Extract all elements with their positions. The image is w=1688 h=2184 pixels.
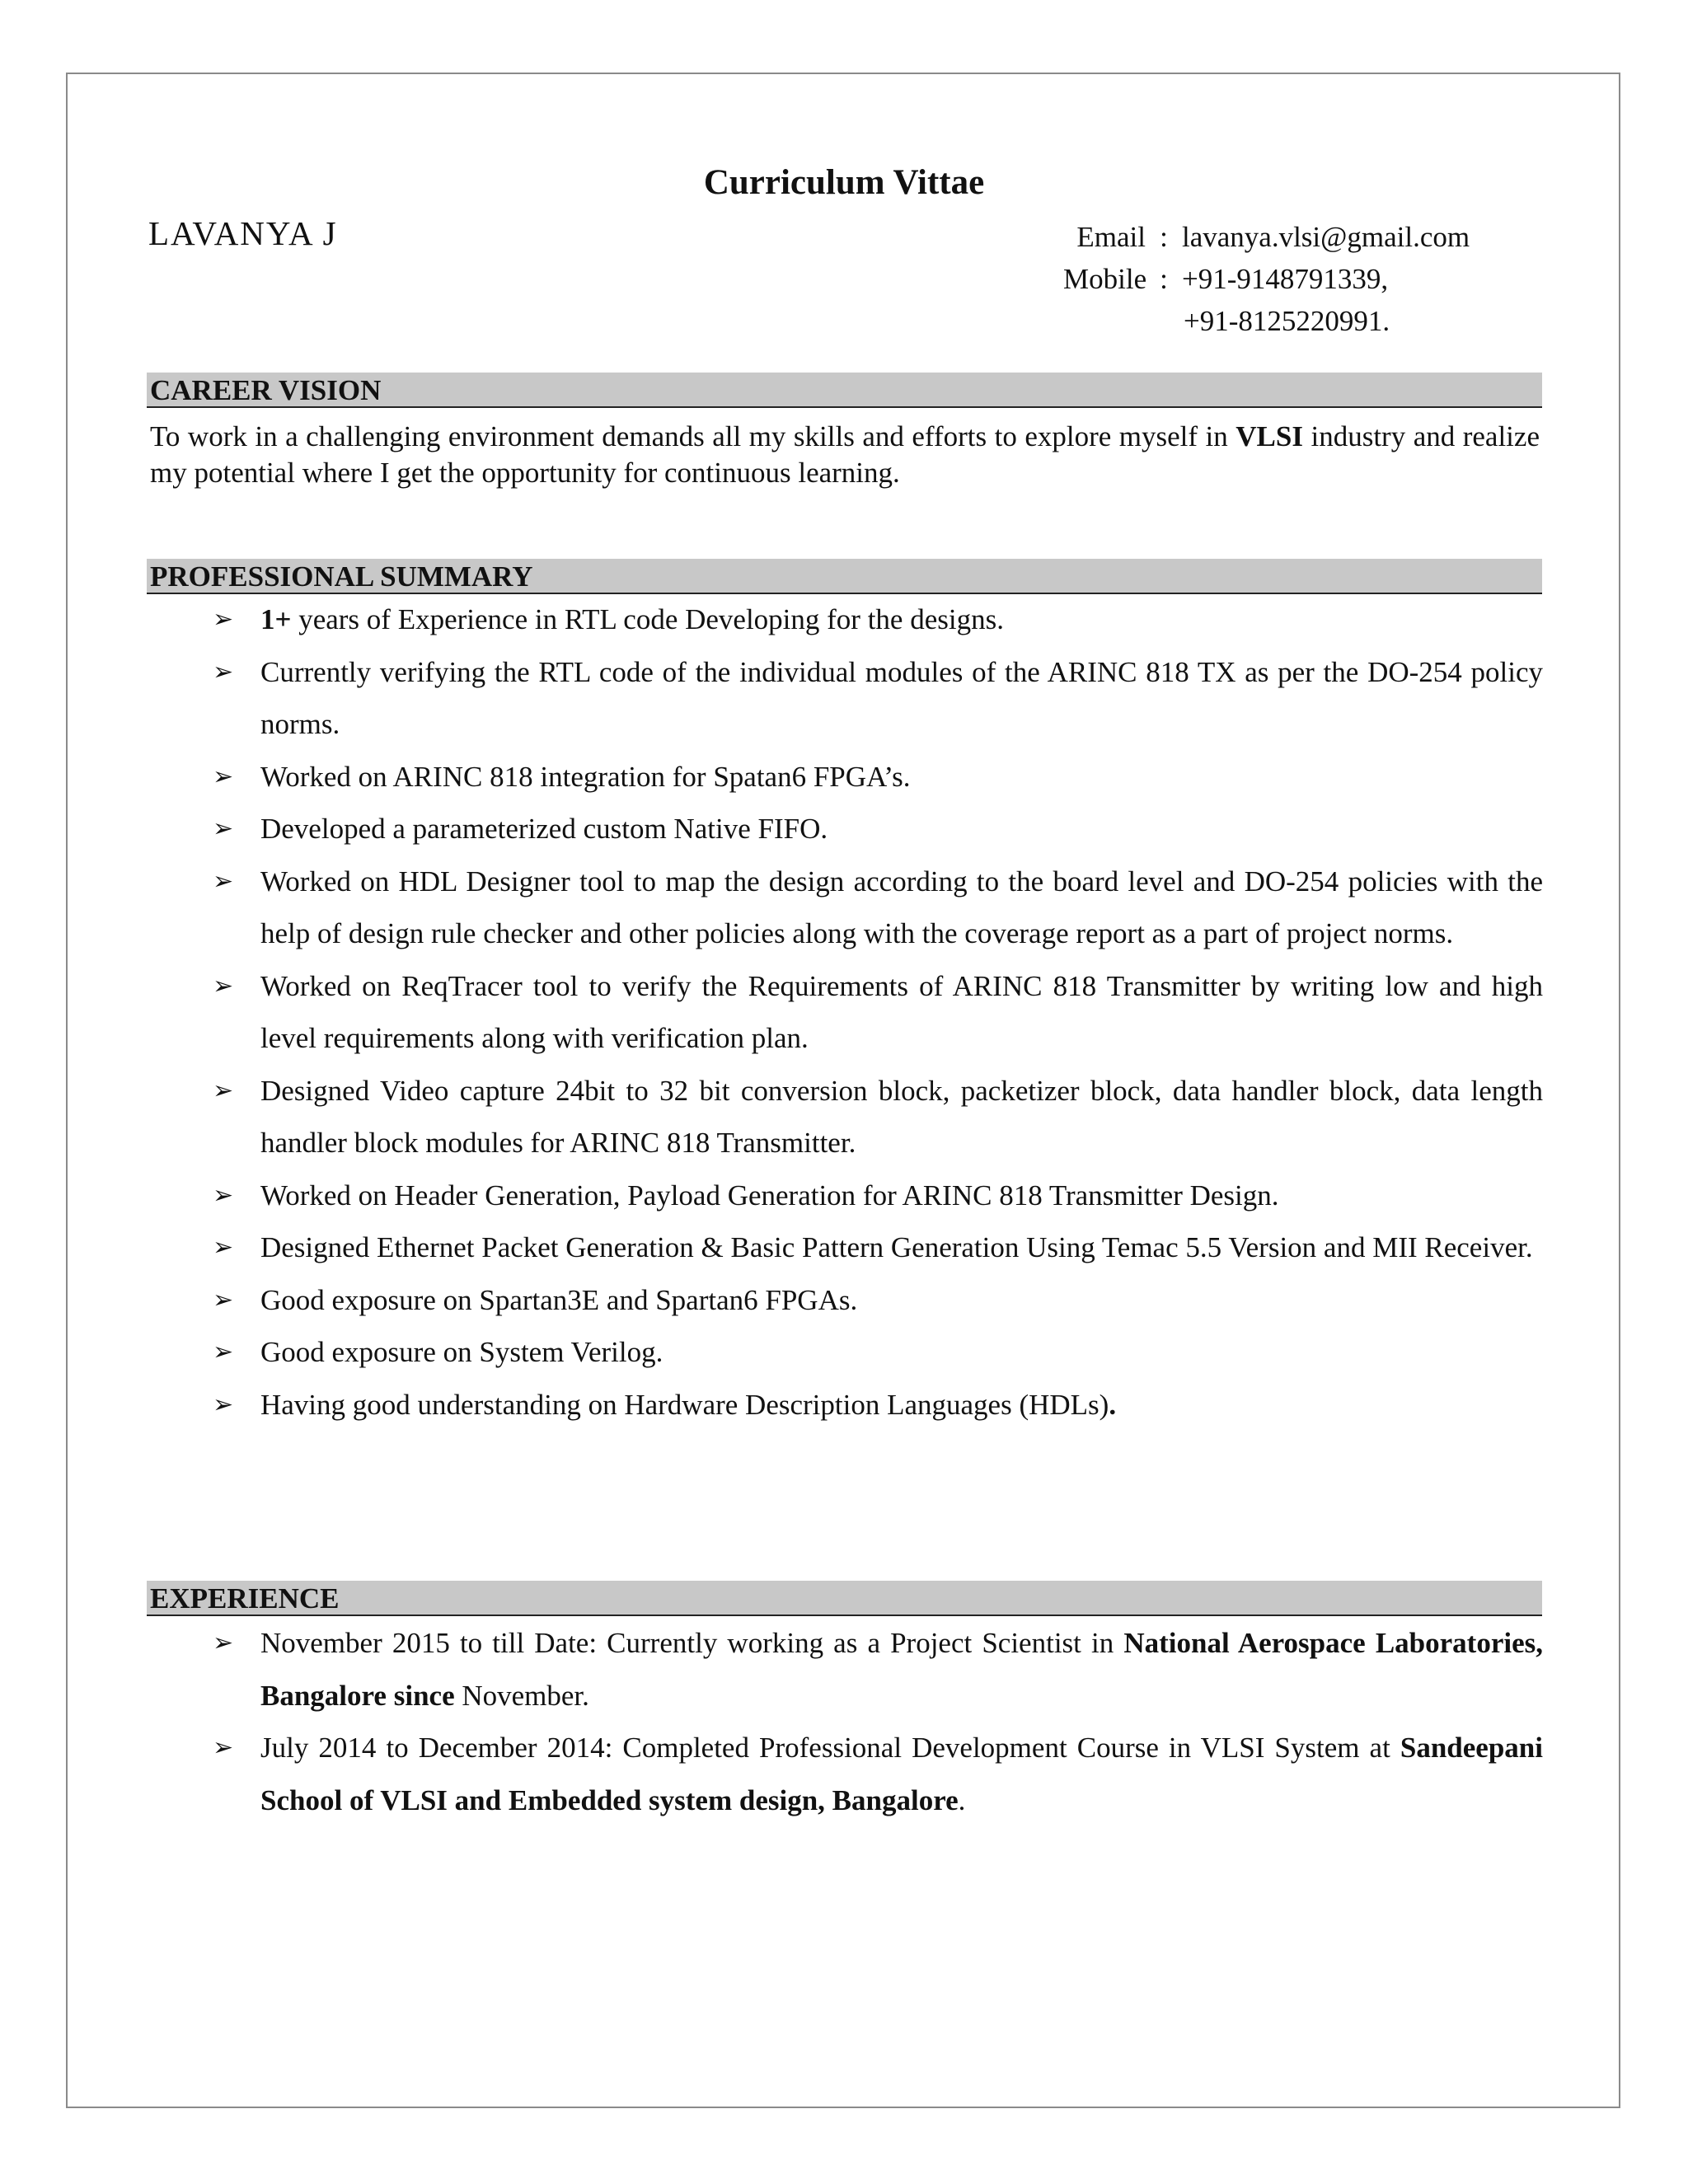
email-row	[1063, 216, 1470, 258]
mobile-label: Mobile	[1063, 263, 1147, 295]
arrowhead-bullet-icon: ➢	[213, 1076, 234, 1104]
arrowhead-bullet-icon: ➢	[213, 1181, 234, 1209]
list-item	[150, 646, 1543, 751]
list-item	[150, 593, 1543, 646]
list-item	[150, 960, 1543, 1065]
arrowhead-bullet-icon: ➢	[213, 1338, 234, 1366]
career-vision-bold: VLSI	[1236, 420, 1303, 452]
arrowhead-bullet-icon: ➢	[213, 1390, 234, 1418]
experience-heading: EXPERIENCE	[147, 1581, 1542, 1616]
list-item	[150, 803, 1543, 855]
item-bold: .	[1109, 1388, 1117, 1421]
item-text: Worked on Header Generation, Payload Generation for ARINC 818 Transmitter Design.	[260, 1179, 1279, 1212]
experience-list	[150, 1617, 1543, 1826]
arrowhead-bullet-icon: ➢	[213, 658, 234, 686]
contact-block	[1063, 216, 1470, 342]
mobile-separator: :	[1160, 263, 1168, 295]
item-text: Developed a parameterized custom Native FIFO.	[260, 813, 828, 845]
arrowhead-bullet-icon: ➢	[213, 867, 234, 895]
arrowhead-bullet-icon: ➢	[213, 762, 234, 790]
mobile-number-2: +91-8125220991.	[1184, 305, 1390, 337]
item-text: Designed Ethernet Packet Generation & Basic Pattern Generation Using Temac 5.5 Version and MII Receiver.	[260, 1231, 1533, 1263]
item-text: Worked on HDL Designer tool to map the design according to the board level and DO-254 policies with the help of design rule checker and other policies along with the coverage report as a part of project norms.	[260, 865, 1543, 949]
item-text: November.	[454, 1679, 589, 1712]
item-text: November 2015 to till Date: Currently working as a Project Scientist in	[260, 1627, 1124, 1659]
item-text: July 2014 to December 2014: Completed Professional Development Course in VLSI System at	[260, 1732, 1400, 1764]
item-text: Good exposure on System Verilog.	[260, 1336, 663, 1368]
email-label: Email	[1076, 221, 1146, 253]
item-text: Having good understanding on Hardware Description Languages (HDLs)	[260, 1388, 1109, 1421]
professional-summary-list	[150, 593, 1543, 1431]
professional-summary-heading: PROFESSIONAL SUMMARY	[147, 559, 1542, 594]
candidate-name: LAVANYA J	[148, 214, 338, 252]
item-text: Currently verifying the RTL code of the individual modules of the ARINC 818 TX as per the DO-254 policy norms.	[260, 655, 1543, 740]
career-vision-text-part: industry and realize my potential where I get the opportunity for continuous learning.	[150, 420, 1540, 489]
email-separator: :	[1160, 221, 1168, 253]
arrowhead-bullet-icon: ➢	[213, 972, 234, 1000]
item-bold: Sandeepani School of VLSI and Embedded system design, Bangalore	[260, 1732, 1543, 1816]
item-text: Designed Video capture 24bit to 32 bit conversion block, packetizer block, data handler block, data length handler block modules for ARINC 818 Transmitter.	[260, 1074, 1543, 1159]
email-value: lavanya.vlsi@gmail.com	[1182, 221, 1470, 253]
arrowhead-bullet-icon: ➢	[213, 1629, 234, 1657]
item-text: years of Experience in RTL code Developing for the designs.	[291, 603, 1004, 635]
list-item	[150, 1169, 1543, 1222]
item-text: Worked on ARINC 818 integration for Spatan6 FPGA’s.	[260, 760, 911, 793]
item-text: Worked on ReqTracer tool to verify the Requirements of ARINC 818 Transmitter by writing low and high level requirements along with verification plan.	[260, 969, 1543, 1054]
list-item	[150, 1274, 1543, 1327]
item-bold: National Aerospace Laboratories, Bangalore since	[260, 1627, 1543, 1712]
list-item	[150, 855, 1543, 960]
list-item	[150, 1722, 1543, 1826]
mobile-row-2	[1063, 300, 1470, 342]
item-text: Good exposure on Spartan3E and Spartan6 FPGAs.	[260, 1283, 858, 1316]
item-bold: 1+	[260, 603, 292, 635]
mobile-row	[1063, 258, 1470, 300]
document-title: Curriculum Vittae	[703, 163, 985, 202]
mobile-number-1: +91-9148791339,	[1182, 263, 1389, 295]
list-item	[150, 751, 1543, 804]
arrowhead-bullet-icon: ➢	[213, 815, 234, 842]
list-item	[150, 1065, 1543, 1169]
list-item	[150, 1379, 1543, 1432]
career-vision-text-part: To work in a challenging environment demands all my skills and efforts to explore myself in	[150, 420, 1236, 452]
career-vision-heading: CAREER VISION	[147, 373, 1542, 408]
arrowhead-bullet-icon: ➢	[213, 1286, 234, 1314]
arrowhead-bullet-icon: ➢	[213, 1734, 234, 1761]
item-text: .	[958, 1783, 966, 1816]
list-item	[150, 1326, 1543, 1379]
career-vision-text	[150, 419, 1540, 491]
arrowhead-bullet-icon: ➢	[213, 606, 234, 633]
arrowhead-bullet-icon: ➢	[213, 1234, 234, 1261]
list-item	[150, 1617, 1543, 1722]
list-item	[150, 1221, 1543, 1274]
